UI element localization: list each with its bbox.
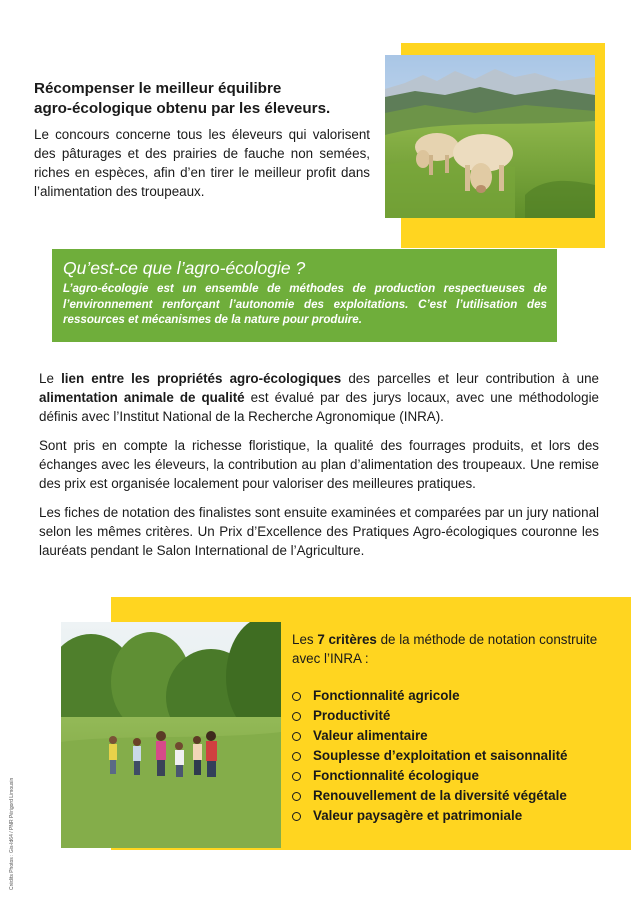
list-item xyxy=(292,806,567,826)
p1-post: est évalué par des jurys locaux, avec une méthodologie définis avec l’Institut National de la Recherche Agronomique (INRA). xyxy=(39,390,599,424)
heading-line-2: agro-écologique obtenu par les éleveurs. xyxy=(34,100,331,117)
criterion-label: Renouvellement de la diversité végétale xyxy=(313,788,567,803)
criteria-intro-pre: Les xyxy=(292,632,318,647)
p1-bold-food: alimentation animale de qualité xyxy=(39,390,245,405)
photo-credit xyxy=(9,777,19,890)
list-item xyxy=(292,786,567,806)
p1-bold-link: lien entre les propriétés agro-écologiques xyxy=(61,371,342,386)
meadow-people-photo xyxy=(61,622,281,848)
list-item xyxy=(292,706,567,726)
circle-bullet-icon xyxy=(292,752,301,761)
criteria-intro xyxy=(292,630,612,668)
criterion-label: Fonctionnalité agricole xyxy=(313,688,460,703)
cows-mountain-photo xyxy=(385,55,595,218)
criteria-intro-post: de la méthode de notation construite avec l’INRA : xyxy=(292,632,598,666)
list-item xyxy=(292,746,567,766)
criterion-label: Valeur paysagère et patrimoniale xyxy=(313,808,523,823)
criteria-list xyxy=(292,686,567,826)
body-paragraph-3: Les fiches de notation des finalistes sont ensuite examinées et comparées par un jury national selon les mêmes critères. Un Prix d’Excellence des Pratiques Agro-écologiques couronne les lauréats pendant le Salon International de l’Agriculture. xyxy=(39,505,599,558)
circle-bullet-icon xyxy=(292,812,301,821)
intro-paragraph: Le concours concerne tous les éleveurs qui valorisent des pâturages et des prairies de fauche non semées, riches en espèces, afin d’en tirer le meilleur profit dans l’alimentation des troupeaux. xyxy=(34,127,370,199)
p1-mid: des parcelles et leur contribution à une xyxy=(341,371,599,386)
list-item xyxy=(292,686,567,706)
criteria-count: 7 critères xyxy=(317,632,377,647)
section-heading xyxy=(34,79,384,119)
circle-bullet-icon xyxy=(292,712,301,721)
photo-credit-text: Crédits Photos : Gis-Id64 / PNR Périgord Limousin xyxy=(9,777,15,890)
circle-bullet-icon xyxy=(292,792,301,801)
body-paragraph-2: Sont pris en compte la richesse floristique, la qualité des fourrages produits, et lors des échanges avec les éleveurs, la contribution au plan d’alimentation des troupeaux. Une remise des prix est organisée localement pour valoriser des meilleures pratiques. xyxy=(39,438,599,491)
circle-bullet-icon xyxy=(292,692,301,701)
definition-text: L’agro-écologie est un ensemble de méthodes de production respectueuses de l’environnement renforçant l’autonomie des exploitations. C’est l’utilisation des ressources et mécanismes de la nature pour produire. xyxy=(63,282,547,326)
criterion-label: Productivité xyxy=(313,708,391,723)
criterion-label: Souplesse d’exploitation et saisonnalité xyxy=(313,748,568,763)
body-paragraph-1 xyxy=(39,369,599,426)
definition-title: Qu’est-ce que l’agro-écologie ? xyxy=(63,258,306,278)
list-item xyxy=(292,726,567,746)
criterion-label: Fonctionnalité écologique xyxy=(313,768,479,783)
circle-bullet-icon xyxy=(292,732,301,741)
circle-bullet-icon xyxy=(292,772,301,781)
p1-pre: Le xyxy=(39,371,62,386)
heading-line-1: Récompenser le meilleur équilibre xyxy=(34,80,282,97)
list-item xyxy=(292,766,567,786)
criterion-label: Valeur alimentaire xyxy=(313,728,428,743)
definition-box xyxy=(52,249,557,342)
